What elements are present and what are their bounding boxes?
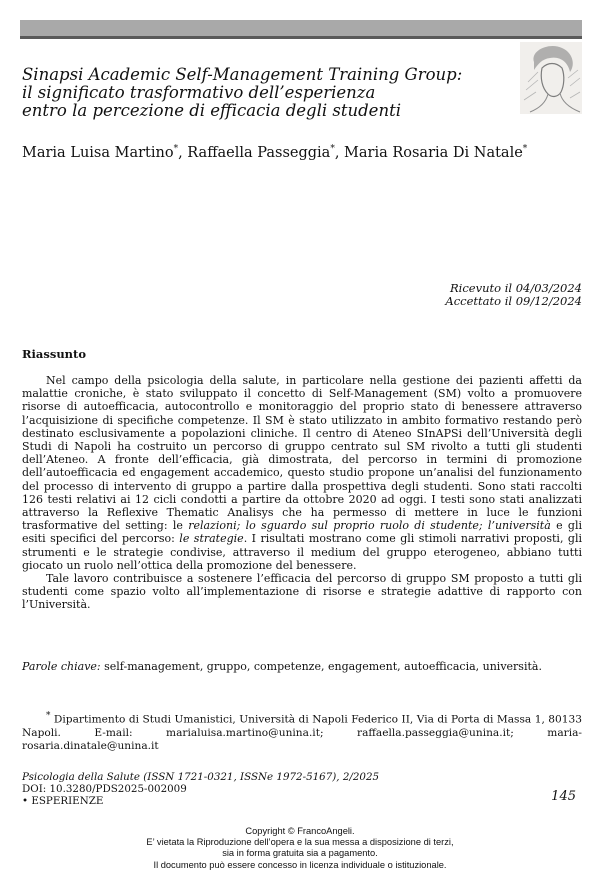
- copyright-notice: [0, 826, 600, 871]
- author-footnote-mark: *: [330, 144, 335, 154]
- author-footnote-mark: *: [173, 144, 179, 154]
- authors-line: [22, 144, 582, 161]
- abstract-text: Nel campo della psicologia della salute, in particolare nella gestione dei pazienti affetti da malattie croniche, è stato sviluppato il concetto di Self-Management (SM) volto a promuovere risorse di autoefficacia, autocontrollo e monitoraggio del proprio stato di benessere attraverso l’acquisizione di specifiche competenze. Il SM è stato utilizzato in ambito formativo restando però destinato esclusivamente a popolazioni cliniche. Il centro di Ateneo SInAPSi dell’Università degli Studi di Napoli ha costruito un percorso di gruppo centrato sul SM rivolto a tutti gli studenti dell’Ateneo. A fronte dell’efficacia, già dimostrata, del percorso in termini di promozione dell’autoefficacia ed engagement accademico, questo studio propone un’analisi del funzionamento del processo di intervento di gruppo a partire dalla prospettiva degli studenti. Sono stati raccolti 126 testi relativi ai 12 cicli condotti a partire da ottobre 2020 ad oggi. I testi sono stati analizzati attraverso la Reflexive Thematic Analisys che ha permesso di mettere in luce le funzioni trasformative del setting: le: [22, 374, 582, 533]
- abstract-emphasis: relazioni; lo sguardo sul proprio ruolo di studente; l’università: [188, 519, 551, 533]
- received-date: Ricevuto il 04/03/2024: [450, 281, 582, 295]
- abstract-emphasis: le strategie: [179, 532, 244, 546]
- title-line: Sinapsi Academic Self-Management Training Group:: [22, 65, 463, 84]
- author-name: Raffaella Passeggia: [187, 144, 331, 161]
- abstract-body: [22, 374, 582, 612]
- journal-info: [22, 771, 582, 807]
- copyright-line: Il documento può essere concesso in licenza individuale o istituzionale.: [153, 859, 447, 870]
- title-line: il significato trasformativo dell’esperienza: [22, 83, 376, 102]
- page-number: 145: [551, 789, 576, 804]
- title-line: entro la percezione di efficacia degli studenti: [22, 101, 401, 120]
- journal-citation: Psicologia della Salute (ISSN 1721-0321, ISSNe 1972-5167), 2/2025: [22, 771, 380, 783]
- affiliation-footnote: [22, 710, 582, 753]
- author-separator: ,: [334, 144, 345, 161]
- copyright-line: Copyright © FrancoAngeli.: [245, 826, 355, 836]
- doi: DOI: 10.3280/PDS2025-002009: [22, 783, 187, 795]
- affiliation-text: Dipartimento di Studi Umanistici, Università di Napoli Federico II, Via di Porta di Massa 1, 80133 Napoli. E-mail: marialuisa.martino@unina.it; raffaella.passeggia@unina.it; maria-rosaria.dinatale@unina.it: [22, 713, 582, 752]
- author-separator: ,: [178, 144, 188, 161]
- author-footnote-mark: *: [522, 144, 528, 154]
- abstract-text: e gli esiti specifici del percorso:: [22, 519, 582, 546]
- portrait-illustration: [520, 42, 582, 114]
- copyright-line: E’ vietata la Riproduzione dell’opera e la sua messa a disposizione di terzi,: [146, 837, 454, 848]
- section-label: • ESPERIENZE: [22, 795, 104, 807]
- keywords: [22, 660, 582, 673]
- abstract-text: . I risultati mostrano come gli stimoli narrativi proposti, gli strumenti e le strategie condivise, attraverso il medium del gruppo eterogeneo, abbiano tutti giocato un ruolo nell’ottica della promozione del benessere.: [22, 532, 582, 572]
- accepted-date: Accettato il 09/12/2024: [445, 294, 582, 308]
- submission-dates: [445, 282, 582, 308]
- affiliation-paragraph: [22, 710, 582, 753]
- header-bar: [20, 20, 582, 39]
- article-title: [22, 66, 492, 120]
- keywords-text: self-management, gruppo, competenze, engagement, autoefficacia, università.: [100, 660, 542, 673]
- keywords-label: Parole chiave:: [22, 660, 101, 673]
- affiliation-mark: *: [46, 711, 51, 721]
- author-name: Maria Luisa Martino: [22, 144, 174, 161]
- abstract-heading: Riassunto: [22, 347, 87, 361]
- abstract-paragraph: [22, 374, 582, 572]
- copyright-line: sia in forma gratuita sia a pagamento.: [222, 848, 378, 859]
- abstract-paragraph: Tale lavoro contribuisce a sostenere l’efficacia del percorso di gruppo SM proposto a tutti gli studenti come spazio volto all’implementazione di risorse e strategie adattive di rapporto con l’Università.: [22, 572, 582, 612]
- author-name: Maria Rosaria Di Natale: [344, 144, 523, 161]
